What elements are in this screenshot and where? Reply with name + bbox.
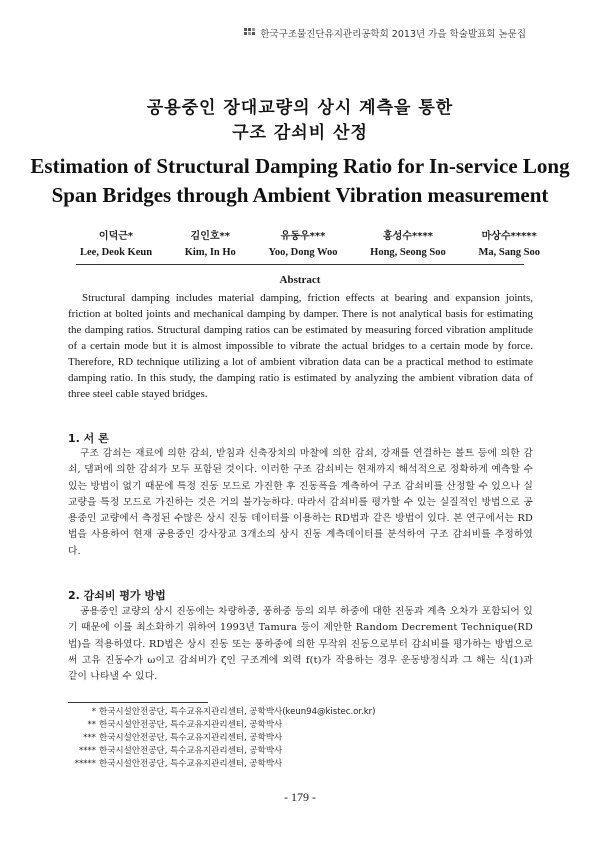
english-title-line-1: Estimation of Structural Damping Ratio for In-service Long <box>30 154 570 178</box>
header-text: 한국구조물진단유지관리공학회 2013년 가을 학술발표회 논문집 <box>260 29 526 40</box>
footnote <box>68 719 488 732</box>
author-name-en: Ma, Sang Soo <box>478 247 540 258</box>
author-name-en: Kim, In Ho <box>184 247 236 258</box>
section-body-introduction: 구조 감쇠는 재료에 의한 감쇠, 받침과 신축장치의 마찰에 의한 감쇠, 강재를 연결하는 볼트 등에 의한 감쇠, 댐퍼에 의한 감쇠가 모두 포함된 것이다. 이러한 구조 감쇠비는 현재까지 해석적으로 정확하게 예측할 수 있는 방법이 없기 때문에 특정 진동 모드로 가진한 후 진동폭을 계측하여 구조 감쇠비를 산정할 수 있으나 실 교량을 특정 모드로 가진하는 것은 거의 불가능하다. 따라서 감쇠비를 평가할 수 있는 실질적인 방법으로 공용중인 교량에서 측정된 수많은 상시 진동 데이터를 이용하는 RD법과 같은 방법이 있다. 본 연구에서는 RD법을 사용하여 현재 공용중인 강사장교 3개소의 상시 진동 계측데이터를 분석하여 구조 감쇠비를 추정하였다. <box>68 448 533 557</box>
section-body-method: 공용중인 교량의 상시 진동에는 차량하중, 풍하중 등의 외부 하중에 대한 진동과 계측 오차가 포함되어 있기 때문에 이를 최소화하기 위하여 1993년 Tamura 등이 제안한 Random Decrement Technique(RD법)을 적용하였다. RD법은 상시 진동 또는 풍하중에 의한 무작위 진동으로부터 감쇠비를 평가하는 방법으로써 고유 진동수가 ω이고 감쇠비가 ζ인 구조계에 외력 f(t)가 작용하는 경우 운동방정식과 그 해는 식(1)과 같이 나타낼 수 있다. <box>68 606 533 683</box>
footnote-text: 한국시설안전공단, 특수교유지관리센터, 공학박사 <box>99 746 283 756</box>
footnote-text: 한국시설안전공단, 특수교유지관리센터, 공학박사(keun94@kistec.or.kr) <box>99 707 376 717</box>
footnote <box>68 706 488 719</box>
author-name-ko: 유동우*** <box>280 231 326 242</box>
author <box>185 229 236 261</box>
author <box>370 229 446 261</box>
footnote <box>68 758 488 771</box>
author-name-ko: 홍성수**** <box>383 231 433 242</box>
footnote <box>68 732 488 745</box>
korean-title-line-2: 구조 감쇠비 산정 <box>232 123 368 143</box>
page-number: - 179 - <box>284 790 316 804</box>
abstract-heading: Abstract <box>279 274 321 286</box>
footnotes <box>68 706 488 771</box>
footnote-text: 한국시설안전공단, 특수교유지관리센터, 공학박사 <box>99 720 283 730</box>
footnote-text: 한국시설안전공단, 특수교유지관리센터, 공학박사 <box>99 733 283 743</box>
section-heading-method: 2. 감쇠비 평가 방법 <box>68 589 166 602</box>
abstract-text: Structural damping includes material damping, friction effects at bearing and expansion joints, friction at bolted joints and mechanical damping by damper. There is not analytical basis for estimating the damping ratios. Structural damping ratios can be estimated by measuring forced vibration amplitude of a certain mode but it is almost impossible to vibrate the actual bridges to a certain mode by force. Therefore, RD technique utilizing a lot of ambient vibration data can be a practical method to estimate damping ratio. In this study, the damping ratio is estimated by analyzing the ambient vibration data of three steel cable stayed bridges. <box>68 292 533 400</box>
author-list <box>80 229 540 261</box>
author <box>80 229 152 261</box>
author-name-en: Yoo, Dong Woo <box>268 247 338 258</box>
footnote-mark: ***** <box>74 759 96 769</box>
footnote-mark: **** <box>79 746 96 756</box>
english-title-line-2: Span Bridges through Ambient Vibration measurement <box>51 183 549 207</box>
author <box>478 229 540 261</box>
footnote-divider <box>68 702 208 703</box>
footnote-text: 한국시설안전공단, 특수교유지관리센터, 공학박사 <box>99 759 283 769</box>
korean-title <box>0 96 600 146</box>
author-name-en: Hong, Seong Soo <box>370 247 446 258</box>
footnote <box>68 745 488 758</box>
author-name-en: Lee, Deok Keun <box>80 247 153 258</box>
grid-dots-icon <box>244 28 256 38</box>
title-divider <box>76 264 524 265</box>
footnote-mark: ** <box>87 720 96 730</box>
section-heading-introduction: 1. 서 론 <box>68 432 109 445</box>
running-header <box>244 26 526 40</box>
english-title <box>0 152 600 210</box>
author-name-ko: 마상수***** <box>481 231 537 242</box>
author-name-ko: 이덕근* <box>98 231 134 242</box>
author <box>269 229 338 261</box>
korean-title-line-1: 공용중인 장대교량의 상시 계측을 통한 <box>146 98 454 118</box>
author-name-ko: 김인호** <box>190 231 230 242</box>
footnote-mark: * <box>91 707 96 717</box>
footnote-mark: *** <box>83 733 96 743</box>
